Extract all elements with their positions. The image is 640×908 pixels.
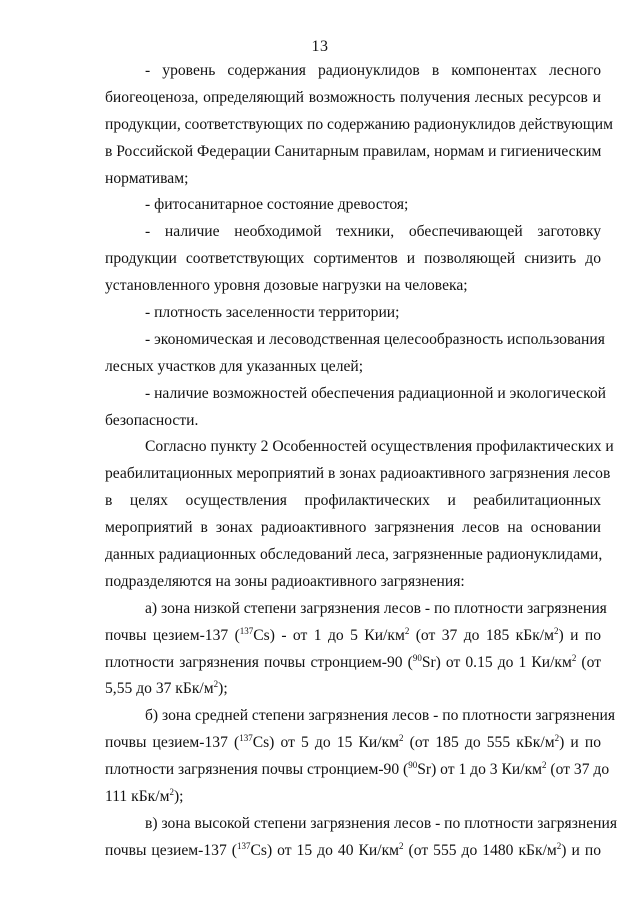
text-line: подразделяются на зоны радиоактивного загрязнения: xyxy=(105,572,465,590)
text-segment: Cs) от 15 до 40 Ки/км xyxy=(250,841,400,859)
text-line: - фитосанитарное состояние древостоя; xyxy=(145,196,409,214)
superscript: 2 xyxy=(556,840,562,851)
text-segment: ) и по xyxy=(561,841,601,859)
text-line: биогеоценоза, определяющий возможность получения лесных ресурсов и xyxy=(105,88,601,106)
text-line: - наличие необходимой техники, обеспечивающей заготовку xyxy=(145,223,601,241)
text-segment: ); xyxy=(173,788,184,806)
text-segment: (от 555 до 1480 кБк/м xyxy=(403,841,557,859)
superscript: 137 xyxy=(236,840,251,851)
text-line: лесных участков для указанных целей; xyxy=(105,357,364,375)
text-line: продукции, соответствующих по содержанию радионуклидов действующим xyxy=(105,115,613,133)
text-line: б) зона средней степени загрязнения лесов - по плотности загрязнения xyxy=(145,707,616,725)
text-line: - плотность заселенности территории; xyxy=(145,304,400,322)
text-segment: почвы цезием-137 ( xyxy=(105,626,240,644)
text-line: продукции соответствующих сортиментов и позволяющей снизить до xyxy=(105,250,601,268)
text-line: реабилитационных мероприятий в зонах радиоактивного загрязнения лесов xyxy=(105,465,611,483)
text-line: в) зона высокой степени загрязнения лесов - по плотности загрязнения xyxy=(145,814,617,832)
superscript: 2 xyxy=(399,840,404,851)
text-line: безопасности. xyxy=(105,411,199,429)
text-line xyxy=(105,730,601,757)
text-segment: ) и по xyxy=(558,626,601,644)
text-line: нормативам; xyxy=(105,169,189,187)
text-segment: (от 185 до 555 кБк/м xyxy=(403,734,555,752)
text-line: Согласно пункту 2 Особенностей осуществления профилактических и xyxy=(145,438,614,456)
text-line: мероприятий в зонах радиоактивного загрязнения лесов на основании xyxy=(105,519,601,537)
superscript: 90 xyxy=(408,759,418,770)
text-line: - экономическая и лесоводственная целесообразность использования xyxy=(145,330,605,348)
superscript: 2 xyxy=(554,733,560,744)
text-line: в Российской Федерации Санитарным правилам, нормам и гигиеническим xyxy=(105,142,602,160)
page-number: 13 xyxy=(311,38,329,55)
text-line: - уровень содержания радионуклидов в компонентах лесного xyxy=(145,62,601,79)
text-line xyxy=(105,623,601,650)
text-segment: ); xyxy=(218,680,228,698)
text-segment: (от 37 до 185 кБк/м xyxy=(409,626,554,644)
text-segment: плотности загрязнения почвы стронцием-90 ( xyxy=(105,653,413,671)
superscript: 137 xyxy=(239,733,253,744)
superscript: 2 xyxy=(399,733,404,744)
text-line xyxy=(105,784,601,811)
text-line xyxy=(105,838,601,865)
text-line: а) зона низкой степени загрязнения лесов - по плотности загрязнения xyxy=(145,599,607,617)
document-body xyxy=(105,58,617,865)
superscript: 90 xyxy=(412,652,422,663)
text-segment: 5,55 до 37 кБк/м xyxy=(105,680,214,698)
superscript: 2 xyxy=(404,625,410,636)
text-line xyxy=(105,676,601,703)
superscript: 2 xyxy=(571,652,577,663)
superscript: 2 xyxy=(554,625,559,636)
text-segment: 111 кБк/м xyxy=(105,788,170,806)
text-segment: Cs) от 5 до 15 Ки/км xyxy=(252,734,400,752)
superscript: 137 xyxy=(239,625,254,636)
text-segment: ) и по xyxy=(559,734,601,752)
text-line xyxy=(105,757,610,784)
text-segment: почвы цезием-137 ( xyxy=(105,734,240,752)
text-line: в целях осуществления профилактических и реабилитационных xyxy=(105,492,601,510)
text-line xyxy=(105,650,601,677)
superscript: 2 xyxy=(213,679,219,690)
text-line: установленного уровня дозовые нагрузки на человека; xyxy=(105,277,468,295)
text-segment: Sr) от 1 до 3 Ки/км xyxy=(417,761,543,779)
text-segment: (от xyxy=(576,653,602,671)
superscript: 2 xyxy=(542,759,547,770)
text-segment: Cs) - от 1 до 5 Ки/км xyxy=(253,626,405,644)
superscript: 2 xyxy=(169,786,174,797)
text-line: - наличие возможностей обеспечения радиационной и экологической xyxy=(145,384,607,402)
text-segment: Sr) от 0.15 до 1 Ки/км xyxy=(421,653,572,671)
text-line: данных радиационных обследований леса, загрязненные радионуклидами, xyxy=(105,546,603,564)
text-segment: (от 37 до xyxy=(546,761,610,779)
text-segment: почвы цезием-137 ( xyxy=(105,841,237,859)
text-segment: плотности загрязнения почвы стронцием-90 ( xyxy=(105,761,409,779)
